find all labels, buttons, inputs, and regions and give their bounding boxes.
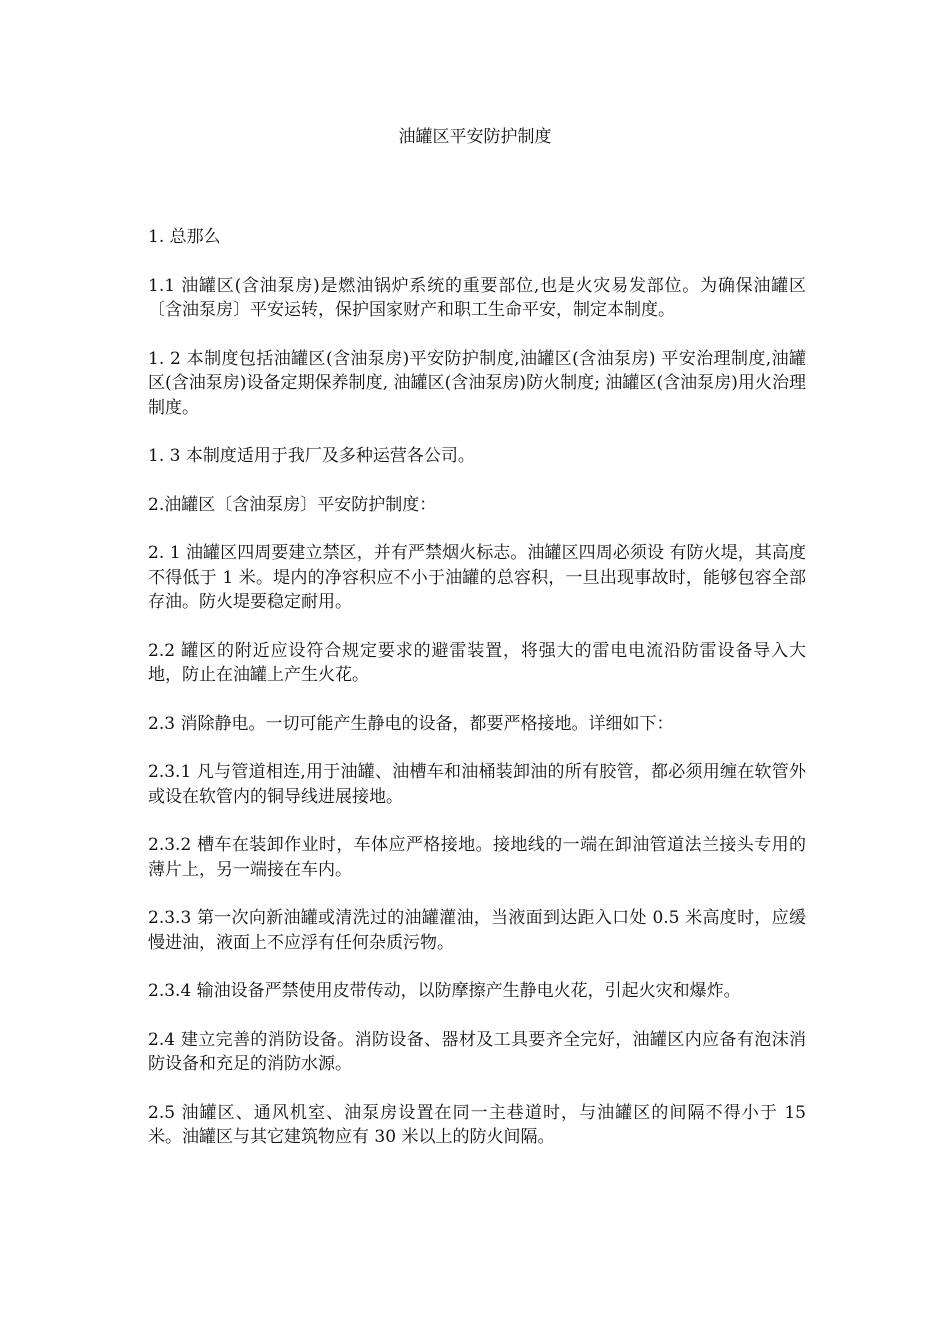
document-body: [148, 225, 806, 1174]
document-title: 油罐区平安防护制度: [398, 127, 552, 147]
paragraph-2-3-1: 2.3.1 凡与管道相连,用于油罐、油槽车和油桶装卸油的所有胶管，都必须用缠在软管外或设在软管内的铜导线进展接地。: [148, 762, 806, 807]
paragraph-2-3: 2.3 消除静电。一切可能产生静电的设备，都要严格接地。详细如下：: [148, 713, 674, 734]
paragraph-1-3: 1. 3 本制度适用于我厂及多种运营各公司。: [148, 446, 475, 466]
paragraph-section-2: 2.油罐区〔含油泵房〕平安防护制度：: [148, 494, 437, 515]
paragraph-2-3-3: 2.3.3 第一次向新油罐或清洗过的油罐灌油，当液面到达距入口处 0.5 米高度时，应缓慢进油，液面上不应浮有任何杂质污物。: [148, 908, 806, 953]
paragraph-2-4: 2.4 建立完善的消防设备。消防设备、器材及工具要齐全完好，油罐区内应备有泡沫消防设备和充足的消防水源。: [148, 1029, 806, 1074]
paragraph-1-2: 1. 2 本制度包括油罐区(含油泵房)平安防护制度,油罐区(含油泵房) 平安治理制度,油罐区(含油泵房)设备定期保养制度, 油罐区(含油泵房)防火制度; 油罐区(含油泵房)用火治理制度。: [148, 348, 806, 418]
paragraph-2-3-2: 2.3.2 槽车在装卸作业时，车体应严格接地。接地线的一端在卸油管道法兰接头专用的薄片上，另一端接在车内。: [148, 835, 806, 880]
paragraph-2-5: 2.5 油罐区、通风机室、油泵房设置在同一主巷道时，与油罐区的间隔不得小于 15 米。油罐区与其它建筑物应有 30 米以上的防火间隔。: [148, 1102, 806, 1147]
paragraph-2-2: 2.2 罐区的附近应设符合规定要求的避雷装置，将强大的雷电电流沿防雷设备导入大地，防止在油罐上产生火花。: [148, 640, 806, 685]
paragraph-general: 1. 总那么: [148, 227, 221, 247]
paragraph-2-1: 2. 1 油罐区四周要建立禁区，并有严禁烟火标志。油罐区四周必须设 有防火堤，其高度不得低于 1 米。堤内的净容积应不小于油罐的总容积，一旦出现事故时，能够包容全部存油。防火堤要稳定耐用。: [148, 543, 806, 612]
paragraph-1-1: 1.1 油罐区(含油泵房)是燃油锅炉系统的重要部位,也是火灾易发部位。为确保油罐区〔含油泵房〕平安运转，保护国家财产和职工生命平安，制定本制度。: [148, 275, 806, 320]
paragraph-2-3-4: 2.3.4 输油设备严禁使用皮带传动，以防摩擦产生静电火花，引起火灾和爆炸。: [148, 981, 741, 1001]
